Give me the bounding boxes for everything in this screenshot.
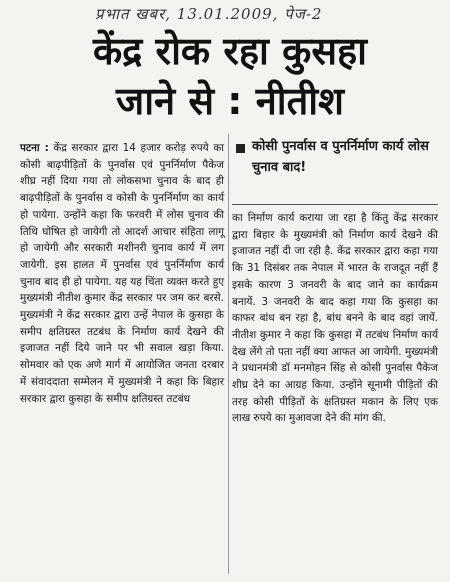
headline-line-1: केंद्र रोक रहा कुसहा — [92, 29, 368, 73]
highlight-text: कोसी पुनर्वास व पुनर्निर्माण कार्य लोस चुनाव बाद! — [252, 139, 429, 175]
headline-line-2: जाने से : नीतीश — [116, 79, 344, 123]
column-divider — [228, 134, 229, 574]
square-bullet-icon — [236, 144, 245, 153]
clipping-source-header: प्रभात खबर, 13.01.2009, पेज-2 — [95, 5, 323, 23]
article-column-left — [20, 140, 224, 407]
article-dateline: पटना : — [20, 142, 49, 154]
highlight-box — [232, 136, 438, 205]
article-body-right: का निर्माण कार्य कराया जा रहा है किंतु केंद्र सरकार द्वारा बिहार के मुख्यमंत्री को निर्माण कार्य देखने की इजाजत नहीं दी जा रही है. केंद्र सरकार द्वारा कहा गया कि 31 दिसंबर तक नेपाल में भारत के राजदूत नहीं हैं इसके कारण 3 जनवरी के बाद जाने का कार्यक्रम बनायें. 3 जनवरी के बाद कहा गया कि कुसहा का काफर बांध बन रहा है, बांध बनने के बाद वहां जायें. नीतीश कुमार ने कहा कि कुसहा में तटबंध निर्माण कार्य देख लेंगे तो पता नहीं क्या आफत आ जायेगी. मुख्यमंत्री ने प्रधानमंत्री डॉ मनमोहन सिंह से कोसी पुनर्वास पैकेज शीघ्र देने का आग्रह किया. उन्होंने सूनामी पीड़ितों की तरह कोसी पीड़ितों के क्षतिग्रस्त मकान के लिए एक लाख रुपये का मुआवजा देने की मांग की. — [232, 212, 438, 425]
article-body-left: केंद्र सरकार द्वारा 14 हजार करोड़ रुपये का कोसी बाढ़पीड़ितों के पुनर्वास एवं पुनर्निर्माण पैकेज शीघ्र नहीं दिया गया तो लोकसभा चुनाव के बाद ही बाढ़पीड़ितों के पुनर्वास व कोसी के पुनर्निर्माण का कार्य हो पायेगा. उन्होंने कहा कि फरवरी में लोस चुनाव की तिथि घोषित हो जायेगी तो आदर्श आचार संहिता लागू हो जायेगी और सरकारी मशीनरी चुनाव कार्य में लग जायेगी. इस हालत में पुनर्वास एवं पुनर्निर्माण कार्य चुनाव बाद ही हो पायेगा. यह यह चिंता व्यक्त करते हुए मुख्यमंत्री नीतीश कुमार केंद्र सरकार पर जम कर बरसे. मुख्यमंत्री ने केंद्र सरकार द्वारा उन्हें नेपाल के कुसहा के समीप क्षतिग्रस्त तटबंध के निर्माण कार्य देखने की इजाजत नहीं दिये जाने पर भी सवाल खड़ा किया. सोमवार को एक अणे मार्ग में आयोजित जनता दरबार में संवाददाता सम्मेलन में मुख्यमंत्री ने कहा कि बिहार सरकार द्वारा कुसहा के समीप क्षतिग्रस्त तटबंध — [20, 142, 224, 405]
headline — [40, 26, 420, 126]
article-column-right — [232, 210, 438, 427]
